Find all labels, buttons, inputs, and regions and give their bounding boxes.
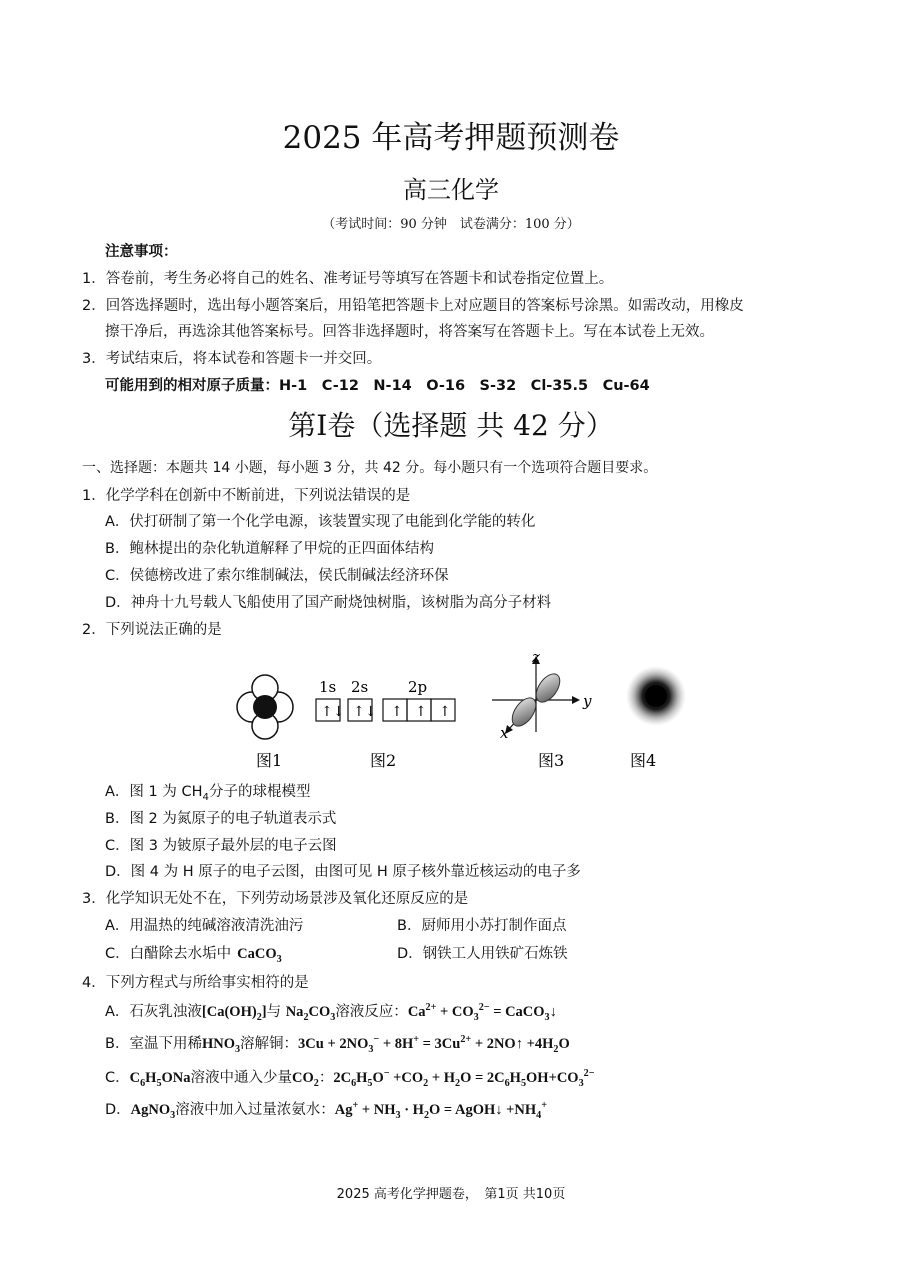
q3-option-c-sub: 3 bbox=[276, 953, 282, 965]
atomic-masses: 可能用到的相对原子质量：H-1 C-12 N-14 O-16 S-32 Cl-35.5 Cu-64 bbox=[105, 378, 650, 394]
q1-stem: 1．化学学科在创新中不断前进，下列说法错误的是 bbox=[82, 488, 411, 504]
q4-option-b: B．室温下用稀$HNO_3$溶解铜：$3Cu + 2NO_3^- + 8H^+ = 3Cu^{2+}$ + 2NO↑ $+4H_2O$ bbox=[105, 1034, 570, 1055]
q4-option-a-label: A．石灰乳浊液 bbox=[105, 1004, 202, 1020]
q2-figure bbox=[230, 650, 700, 780]
q4-option-d: D．AgNO$_3$溶液中加入过量浓氨水：$Ag^+ + NH_3 \cdot H_2O$ = AgOH↓ $+NH_4^+$ bbox=[105, 1100, 548, 1121]
q4-option-c-label: C． bbox=[105, 1070, 130, 1086]
q3-stem: 3．化学知识无处不在，下列劳动场景涉及氧化还原反应的是 bbox=[82, 891, 469, 907]
q1-option-c: C．侯德榜改进了索尔维制碱法，侯氏制碱法经济环保 bbox=[105, 568, 449, 584]
q3-option-b: B．厨师用小苏打制作面点 bbox=[397, 918, 567, 934]
page-footer: 2025 高考化学押题卷， 第1页 共10页 bbox=[336, 1187, 566, 1202]
q2-option-a bbox=[105, 780, 310, 801]
exam-info: （考试时间：90 分钟 试卷满分：100 分） bbox=[322, 217, 580, 232]
q2-option-b: B．图 2 为氮原子的电子轨道表示式 bbox=[105, 811, 337, 827]
notice-item-2-cont: 擦干净后，再选涂其他答案标号。回答非选择题时，将答案写在答题卡上。写在本试卷上无效。 bbox=[105, 324, 714, 340]
orbital-box-2p-2: ↑ bbox=[415, 704, 427, 720]
q3-option-a: A．用温热的纯碱溶液清洗油污 bbox=[105, 918, 304, 934]
orbital-label-2p: 2p bbox=[408, 678, 428, 696]
q4-option-b-tail: 溶解铜： bbox=[240, 1036, 299, 1052]
caption-fig3: 图3 bbox=[538, 751, 565, 770]
orbital-box-2p-3: ↑ bbox=[439, 704, 451, 720]
axis-label-z: z bbox=[532, 650, 540, 666]
q4-option-b-label: B．室温下用稀 bbox=[105, 1036, 202, 1052]
q3-option-c bbox=[105, 942, 282, 963]
figure2-orbital-diagram bbox=[316, 678, 455, 721]
q1-option-b: B．鲍林提出的杂化轨道解释了甲烷的正四面体结构 bbox=[105, 541, 434, 557]
exam-title: 2025 年高考押题预测卷 bbox=[282, 120, 620, 156]
q3-option-d: D．钢铁工人用铁矿石炼铁 bbox=[397, 946, 568, 962]
q2-option-a-sub: 4 bbox=[202, 791, 209, 803]
figure1-ball-model bbox=[237, 675, 293, 739]
q2-stem: 2．下列说法正确的是 bbox=[82, 622, 222, 638]
q3-option-c-pre: C．白醋除去水垢中 bbox=[105, 946, 232, 962]
notice-heading: 注意事项： bbox=[105, 244, 178, 260]
orbital-box-1s: ↑↓ bbox=[321, 704, 345, 720]
q4-option-d-label: D． bbox=[105, 1102, 131, 1118]
q1-option-a: A．伏打研制了第一个化学电源，该装置实现了电能到化学能的转化 bbox=[105, 514, 536, 530]
section-title: 第I卷（选择题 共 42 分） bbox=[288, 409, 614, 442]
notice-item-3: 3．考试结束后，将本试卷和答题卡一并交回。 bbox=[82, 351, 382, 367]
orbital-label-1s: 1s bbox=[319, 678, 337, 696]
orbital-label-2s: 2s bbox=[351, 678, 369, 696]
q1-option-d: D．神舟十九号载人飞船使用了国产耐烧蚀树脂，该树脂为高分子材料 bbox=[105, 595, 552, 611]
notice-item-2: 2．回答选择题时，选出每小题答案后，用铅笔把答题卡上对应题目的答案标号涂黑。如需改动，用橡皮 bbox=[82, 298, 744, 314]
q2-option-c: C．图 3 为铍原子最外层的电子云图 bbox=[105, 838, 337, 854]
axis-label-x: x bbox=[500, 724, 509, 742]
orbital-box-2s: ↑↓ bbox=[353, 704, 377, 720]
orbital-box-2p-1: ↑ bbox=[391, 704, 403, 720]
exam-subject: 高三化学 bbox=[403, 176, 499, 204]
caption-fig2: 图2 bbox=[370, 751, 397, 770]
caption-fig4: 图4 bbox=[630, 751, 657, 770]
q4-option-d-mid: 溶液中加入过量浓氨水： bbox=[175, 1102, 335, 1118]
notice-item-1: 1．答卷前，考生务必将自己的姓名、准考证号等填写在答题卡和试卷指定位置上。 bbox=[82, 271, 614, 287]
q4-option-c-mid: 溶液中通入少量 bbox=[190, 1070, 293, 1086]
q2-option-a-pre: A．图 1 为 CH bbox=[105, 784, 203, 800]
q4-option-a: A．石灰乳浊液$[Ca(OH)_2]$与 $Na_2CO_3$溶液反应：$Ca^{2+} + CO_3^{2-}$ = CaCO$_3$↓ bbox=[105, 1002, 557, 1023]
q2-option-a-post: 分子的球棍模型 bbox=[208, 784, 311, 800]
q4-stem: 4．下列方程式与所给事实相符的是 bbox=[82, 975, 309, 991]
q3-option-c-formula: CaCO bbox=[237, 946, 277, 962]
q4-option-a-tail: 溶液反应： bbox=[335, 1004, 408, 1020]
figure4-electron-cloud bbox=[626, 666, 686, 726]
caption-fig1: 图1 bbox=[256, 751, 283, 770]
q2-option-d: D．图 4 为 H 原子的电子云图，由图可见 H 原子核外靠近核运动的电子多 bbox=[105, 864, 581, 880]
q2-figure-svg bbox=[230, 650, 700, 780]
axis-label-y: y bbox=[583, 692, 592, 710]
figure3-p-orbital bbox=[492, 650, 592, 742]
q4-option-c: C．$C_6H_5ONa$溶液中通入少量$CO_2$：$2C_6H_5O^- +CO_2 + H_2O = 2C_6H_5OH+CO_3^{2-}$ bbox=[105, 1068, 595, 1089]
section-instructions: 一、选择题：本题共 14 小题，每小题 3 分，共 42 分。每小题只有一个选项符合题目要求。 bbox=[82, 460, 658, 476]
